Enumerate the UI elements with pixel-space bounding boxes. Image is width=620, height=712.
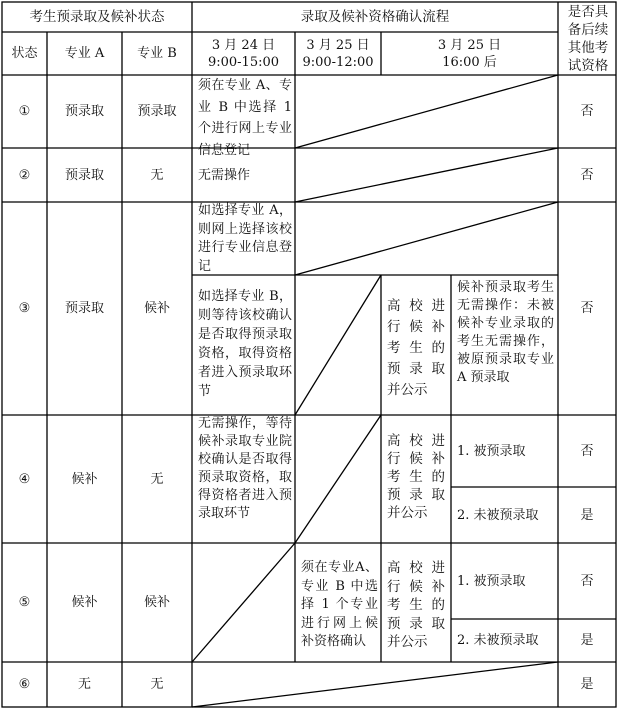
row3-status: ③ [18, 301, 31, 316]
date-2: 3 月 25 日 [306, 37, 370, 53]
header-major-a: 专业 A [64, 46, 105, 61]
row4-outcome1: 1. 被预录取 [457, 443, 526, 459]
row3-result: 否 [580, 301, 594, 316]
row6-result: 是 [580, 677, 594, 692]
row5-outcome1: 1. 被预录取 [457, 573, 526, 589]
row6-status: ⑥ [18, 677, 31, 692]
row5-step3: 高 校 进 行 候 补 考 生 的 预 录 取 并公示 [387, 560, 445, 650]
header-group-process: 录取及候补资格确认流程 [300, 8, 450, 25]
row5-step2: 须在专业A、专业 B 中选择 1 个专业进行网上候补资格确认 [301, 560, 378, 649]
row1-major-a: 预录取 [64, 104, 104, 119]
row3-step1b: 如选择专业 B，则等待该校确认是否取得预录取资格，取得资格者进入预录取环节 [198, 289, 292, 399]
header-status: 状态 [11, 46, 38, 61]
row1-result: 否 [580, 104, 594, 119]
row3-step4: 候补预录取考生无需操作：未被候补专业录取的考生无需操作，被原预录取专业 A 预录取 [457, 280, 554, 385]
row3-step3: 高 校 进 行 候 补 考 生 的 预 录 取 并公示 [387, 298, 445, 398]
row6-major-b: 无 [150, 677, 164, 692]
header-date-3 [381, 32, 558, 75]
row4-step3: 高 校 进 行 候 补 考 生 的 预 录 取 并公示 [387, 433, 445, 521]
time-3: 16:00 后 [442, 54, 497, 70]
row5-major-a: 候补 [71, 595, 98, 610]
row3-major-b: 候补 [143, 301, 170, 316]
row4-step1: 无需操作，等待候补录取专业院校确认是否取得预录取资格，取得资格者进入预录取环节 [198, 416, 292, 521]
row4-major-a: 候补 [71, 471, 98, 487]
row4-status: ④ [18, 471, 31, 487]
row1-status: ① [18, 104, 31, 119]
row2-status: ② [18, 167, 31, 183]
row3-major-a: 预录取 [64, 301, 104, 316]
row2-major-b: 无 [150, 167, 164, 183]
row5-status: ⑤ [18, 595, 31, 610]
header-date-2 [295, 32, 381, 75]
row5-outcome2: 2. 未被预录取 [457, 633, 539, 648]
row5-result1: 否 [580, 573, 594, 589]
row5-major-b: 候补 [143, 595, 170, 610]
row1-major-b: 预录取 [137, 104, 177, 119]
header-group-status: 考生预录取及候补状态 [29, 8, 165, 25]
header-date-1 [192, 32, 295, 75]
row4-result2: 是 [580, 507, 594, 523]
row1-step1: 须在专业 A、专业 B 中选择 1 个进行网上专业信息登记 [198, 78, 292, 158]
header-eligibility: 是否具备后续其他考试资格 [567, 3, 609, 74]
row4-outcome2: 2. 未被预录取 [457, 507, 539, 523]
row4-major-b: 无 [150, 471, 164, 487]
time-2: 9:00-12:00 [302, 54, 374, 70]
row2-major-a: 预录取 [64, 167, 104, 183]
date-1: 3 月 24 日 [211, 37, 276, 53]
time-1: 9:00-15:00 [207, 54, 280, 70]
row4-result1: 否 [580, 443, 594, 459]
row6-major-a: 无 [77, 677, 91, 692]
date-3: 3 月 25 日 [437, 37, 502, 53]
header-major-b: 专业 B [137, 46, 177, 61]
row2-step1: 无需操作 [198, 167, 251, 183]
row5-result2: 是 [580, 633, 594, 648]
row3-step1a: 如选择专业 A，则网上选择该校进行专业信息登记 [198, 203, 292, 274]
row2-result: 否 [580, 167, 594, 183]
